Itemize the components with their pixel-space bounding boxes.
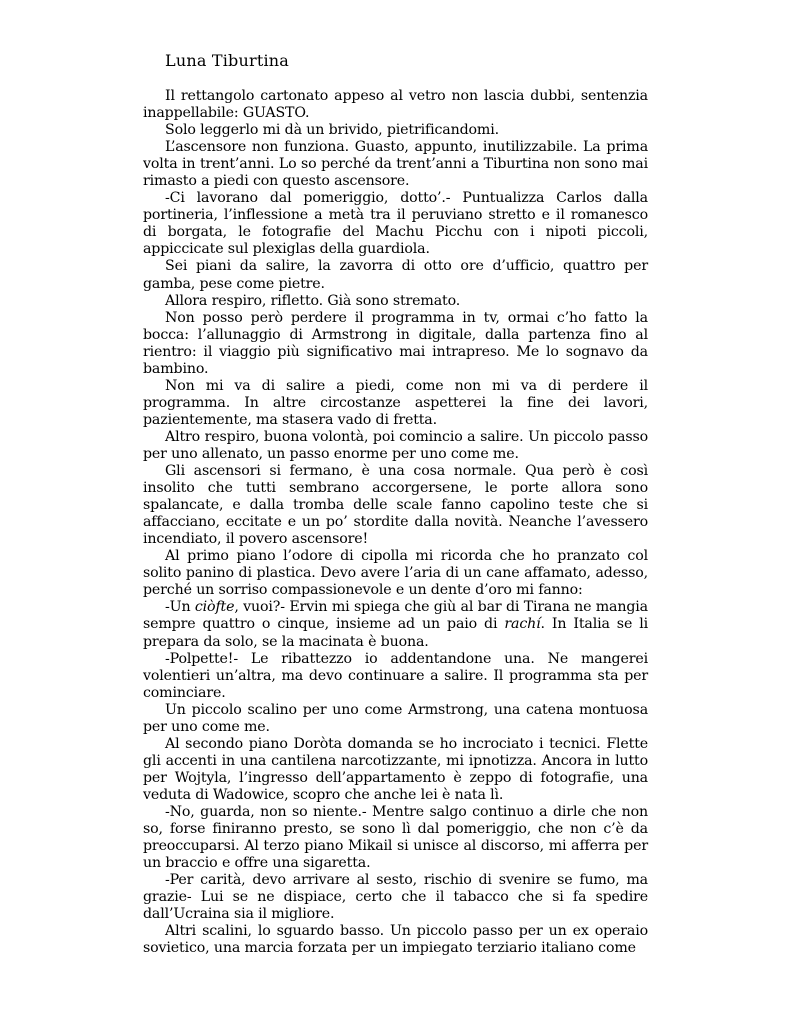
paragraph-text: , vuoi?- Ervin mi spiega che giù al bar di Tirana ne mangia sempre quattro o cinque, insieme ad un paio di — [143, 599, 648, 633]
paragraph: -Ci lavorano dal pomeriggio, dotto’.- Puntualizza Carlos dalla portineria, l’inflessione a metà tra il peruviano stretto e il romanesco di borgata, le fotografie del Machu Picchu con i nipoti piccoli, appiccicate sul plexiglas della guardiola. — [143, 190, 648, 258]
paragraph: Gli ascensori si fermano, è una cosa normale. Qua però è così insolito che tutti sembrano accorgersene, le porte allora sono spalancate, e dalla tromba delle scale fanno capolino teste che si affacciano, eccitate e un po’ stordite dalla novità. Neanche l’avessero incendiato, il povero ascensore! — [143, 463, 648, 548]
paragraph: Altro respiro, buona volontà, poi comincio a salire. Un piccolo passo per uno allenato, un passo enorme per uno come me. — [143, 428, 648, 462]
paragraph: Allora respiro, rifletto. Già sono stremato. — [165, 292, 461, 309]
paragraph: Al secondo piano Doròta domanda se ho incrociato i tecnici. Flette gli accenti in una cantilena narcotizzante, mi ipnotizza. Ancora in lutto per Wojtyla, l’ingresso dell’appartamento è zeppo di fotografie, una veduta di Wadowice, scopro che anche lei è nata lì. — [143, 735, 648, 803]
document-body — [143, 88, 648, 957]
paragraph-text: . In Italia se li prepara da solo, se la macinata è buona. — [143, 616, 648, 650]
paragraph: -No, guarda, non so niente.- Mentre salgo continuo a dirle che non so, forse finiranno presto, se sono lì dal pomeriggio, che non c’è da preoccuparsi. Al terzo piano Mikail si unisce al discorso, mi afferra per un braccio e offre una sigaretta. — [143, 803, 648, 872]
document-title: Luna Tiburtina — [165, 51, 290, 70]
paragraph: Solo leggerlo mi dà un brivido, pietrificandomi. — [165, 122, 499, 139]
paragraph: -Per carità, devo arrivare al sesto, rischio di svenire se fumo, ma grazie- Lui se ne dispiace, certo che il tabacco che si fa spedire dall’Ucraina sia il migliore. — [143, 872, 648, 923]
italic-word: rachí — [504, 616, 541, 633]
paragraph: L’ascensore non funziona. Guasto, appunto, inutilizzabile. La prima volta in trent’anni. Lo so perché da trent’anni a Tiburtina non sono mai rimasto a piedi con questo ascensore. — [143, 139, 648, 190]
paragraph: Altri scalini, lo sguardo basso. Un piccolo passo per un ex operaio sovietico, una marcia forzata per un impiegato terziario italiano come — [143, 923, 648, 957]
italic-word: ciòfte — [194, 599, 235, 616]
paragraph: Non posso però perdere il programma in tv, ormai c’ho fatto la bocca: l’allunaggio di Armstrong in digitale, dalla partenza fino al rientro: il viaggio più significativo mai intrapreso. Me lo sognavo da bambino. — [143, 309, 648, 377]
paragraph: Non mi va di salire a piedi, come non mi va di perdere il programma. In altre circostanze aspetterei la fine dei lavori, pazientemente, ma stasera vado di fretta. — [143, 377, 648, 428]
paragraph — [143, 599, 648, 650]
paragraph: -Polpette!- Le ribattezzo io addentandone una. Ne mangerei volentieri un’altra, ma devo continuare a salire. Il programma sta per cominciare. — [143, 650, 648, 701]
paragraph: Al primo piano l’odore di cipolla mi ricorda che ho pranzato col solito panino di plastica. Devo avere l’aria di un cane affamato, adesso, perché un sorriso compassionevole e un dente d’oro mi fanno: — [143, 548, 648, 599]
paragraph-text: -Un — [165, 599, 195, 616]
paragraph: Il rettangolo cartonato appeso al vetro non lascia dubbi, sentenzia inappellabile: GUASTO. — [143, 88, 648, 122]
paragraph: Sei piani da salire, la zavorra di otto ore d’ufficio, quattro per gamba, pese come pietre. — [143, 258, 648, 292]
paragraph: Un piccolo scalino per uno come Armstrong, una catena montuosa per uno come me. — [143, 701, 648, 735]
